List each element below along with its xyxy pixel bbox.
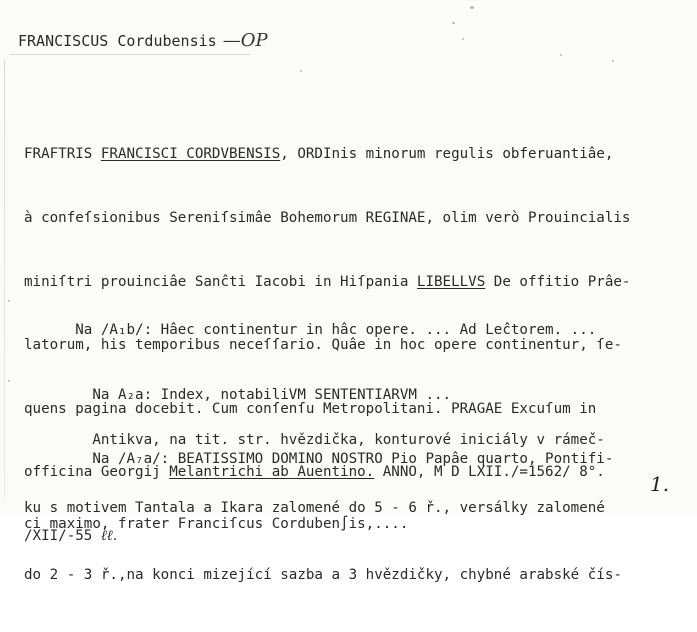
scan-speck	[8, 300, 10, 302]
scan-speck	[612, 60, 614, 62]
scan-speck	[452, 22, 455, 24]
heading-handwritten-mark: —OP	[222, 30, 268, 51]
heading-rule	[10, 54, 250, 55]
note-line: Na /A₁b/: Hâec continentur in hâc opere. ... Ad Leĉtorem. ...	[24, 322, 597, 338]
scan-speck	[470, 6, 474, 9]
record-line: miniſtri prouinciâe Sanĉti Iacobi in Hiſpania LIBELLVS De offitio Prâe-	[24, 273, 631, 290]
scan-speck	[462, 38, 464, 40]
record-line-rest: , ORDInis minorum regulis obferuantiâe,	[280, 146, 614, 163]
record-line: latorum, his temporibus neceſſario. Quâe in hoc opere continentur, ſe-	[24, 337, 622, 354]
note-line: Na A₂a: Index, notabiliVM SENTENTIARVM ...	[24, 386, 452, 403]
scan-speck	[560, 54, 562, 56]
scan-speck	[300, 70, 302, 72]
record-printer-underlined: Melantrichi ab Auentino.	[169, 464, 375, 481]
scan-speck	[8, 380, 10, 382]
record-date: /XII/-55	[24, 527, 101, 544]
record-author-underlined: FRANCISCI CORDVBENSIS	[100, 146, 281, 163]
record-libellus-underlined: LIBELLVS	[416, 273, 486, 290]
record-line: à confeſsionibus Sereniſsimâe Bohemorum REGINAE, olim verò Prouincialis	[24, 210, 631, 226]
note-line: ci maximo, frater Franciſcus Corduben∫is,....	[24, 515, 409, 532]
card-heading	[18, 30, 268, 51]
heading-title: FRANCISCUS Cordubensis	[18, 32, 217, 50]
description-line: Antikva, na tit. str. hvězdička, konturové iniciály v rámeč-	[24, 432, 605, 448]
record-line: quens pagina docebit. Cum conſenſu Metropolitani. PRAGAE Excuſum in	[24, 400, 597, 417]
description-line: do 2 - 3 ř.,na konci mizející sazba a 3 hvězdičky, chybné arabské čís-	[24, 567, 622, 583]
record-handwritten-mark: ℓℓ.	[100, 527, 118, 544]
record-line: officina Georgij Melantrichi ab Auentino. ANNO, M D LXII./=1562/ 8°.	[24, 464, 605, 481]
description-line: ku s motivem Tantala a Ikara zalomené do 5 - 6 ř., versálky zalomené	[24, 499, 605, 516]
note-line: Na /A₇a/: BEATISSIMO DOMINO NOSTRO Pio Papâe quarto, Pontifi-	[24, 451, 614, 467]
typographic-description	[24, 384, 684, 632]
record-line: FRAFTRIS FRANCISCI CORDVBENSIS, ORDInis minorum regulis obferuantiâe,	[24, 146, 614, 163]
card-number: 1.	[650, 472, 670, 496]
card-edge	[4, 60, 5, 500]
